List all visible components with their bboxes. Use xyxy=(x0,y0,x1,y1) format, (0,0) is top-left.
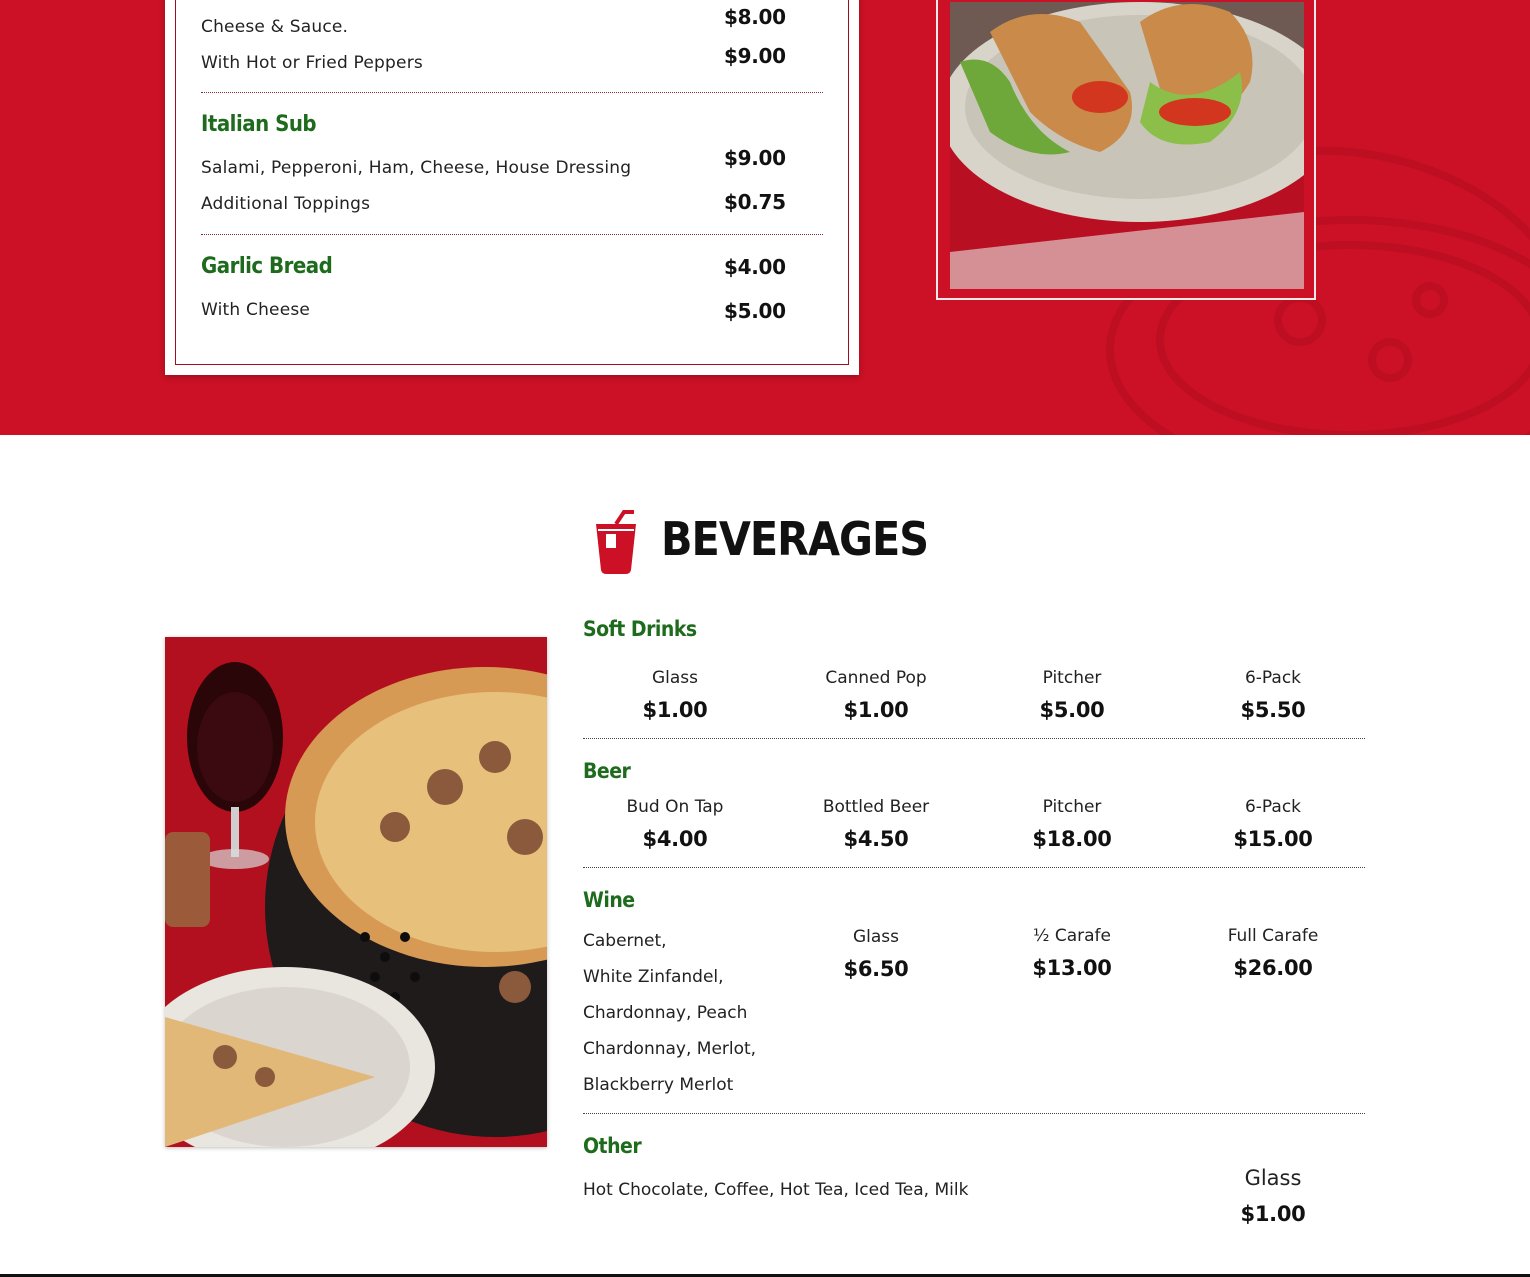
price-column-label: 6-Pack xyxy=(1244,797,1302,817)
menu-item-price: $9.00 xyxy=(724,146,786,170)
wine-variety: Cabernet, xyxy=(583,931,667,951)
price-value: $1.00 xyxy=(642,698,708,722)
price-value: $6.50 xyxy=(843,957,909,981)
menu-item-price: $4.00 xyxy=(724,255,786,279)
price-value: $4.50 xyxy=(843,827,909,851)
price-value: $26.00 xyxy=(1233,956,1313,980)
sandwich-photo xyxy=(950,2,1304,289)
menu-item-price: $0.75 xyxy=(724,190,786,214)
menu-item-price: $5.00 xyxy=(724,299,786,323)
pizza-photo xyxy=(165,637,547,1147)
category-title-wine: Wine xyxy=(583,888,635,912)
price-column-label: Canned Pop xyxy=(825,668,927,688)
price-column-label: Glass xyxy=(651,668,699,688)
price-value: $18.00 xyxy=(1032,827,1112,851)
price-value: $1.00 xyxy=(843,698,909,722)
price-column-label: Pitcher xyxy=(1042,797,1102,817)
drink-cup-icon xyxy=(592,510,640,574)
divider xyxy=(583,1113,1365,1114)
price-column-label: Glass xyxy=(1244,1166,1302,1190)
menu-item-price: $8.00 xyxy=(724,5,786,29)
price-column-label: Bottled Beer xyxy=(822,797,930,817)
price-column-label: Pitcher xyxy=(1042,668,1102,688)
price-column-label: Full Carafe xyxy=(1227,926,1319,946)
category-title-soft-drinks: Soft Drinks xyxy=(583,617,697,641)
section-title: BEVERAGES xyxy=(661,512,929,566)
wine-variety: Chardonnay, Merlot, xyxy=(583,1039,757,1059)
menu-item-line: With Hot or Fried Peppers xyxy=(201,53,423,73)
price-column-label: 6-Pack xyxy=(1244,668,1302,688)
menu-item-price: $9.00 xyxy=(724,44,786,68)
price-value: $1.00 xyxy=(1240,1202,1306,1226)
wine-variety: White Zinfandel, xyxy=(583,967,724,987)
divider xyxy=(201,234,823,235)
wine-variety: Chardonnay, Peach xyxy=(583,1003,748,1023)
price-value: $15.00 xyxy=(1233,827,1313,851)
menu-item-title: Garlic Bread xyxy=(201,254,333,279)
category-title-beer: Beer xyxy=(583,759,631,783)
menu-item-title: Italian Sub xyxy=(201,112,317,137)
price-column-label: Bud On Tap xyxy=(626,797,724,817)
wine-variety: Blackberry Merlot xyxy=(583,1075,734,1095)
category-title-other: Other xyxy=(583,1134,642,1158)
menu-item-line: With Cheese xyxy=(201,300,311,320)
sandwich-photo-frame xyxy=(936,0,1316,300)
food-menu-section xyxy=(0,0,1530,435)
price-value: $5.00 xyxy=(1039,698,1105,722)
price-value: $5.50 xyxy=(1240,698,1306,722)
divider xyxy=(583,867,1365,868)
price-column-label: Glass xyxy=(852,927,900,947)
menu-item-line: Cheese & Sauce. xyxy=(201,17,349,37)
price-column-label: ½ Carafe xyxy=(1032,926,1112,946)
divider xyxy=(201,92,823,93)
menu-card xyxy=(165,0,859,375)
other-drinks-description: Hot Chocolate, Coffee, Hot Tea, Iced Tea, Milk xyxy=(583,1180,969,1200)
menu-item-line: Salami, Pepperoni, Ham, Cheese, House Dressing xyxy=(201,158,632,178)
divider xyxy=(583,738,1365,739)
price-value: $4.00 xyxy=(642,827,708,851)
menu-item-line: Additional Toppings xyxy=(201,194,371,214)
price-value: $13.00 xyxy=(1032,956,1112,980)
